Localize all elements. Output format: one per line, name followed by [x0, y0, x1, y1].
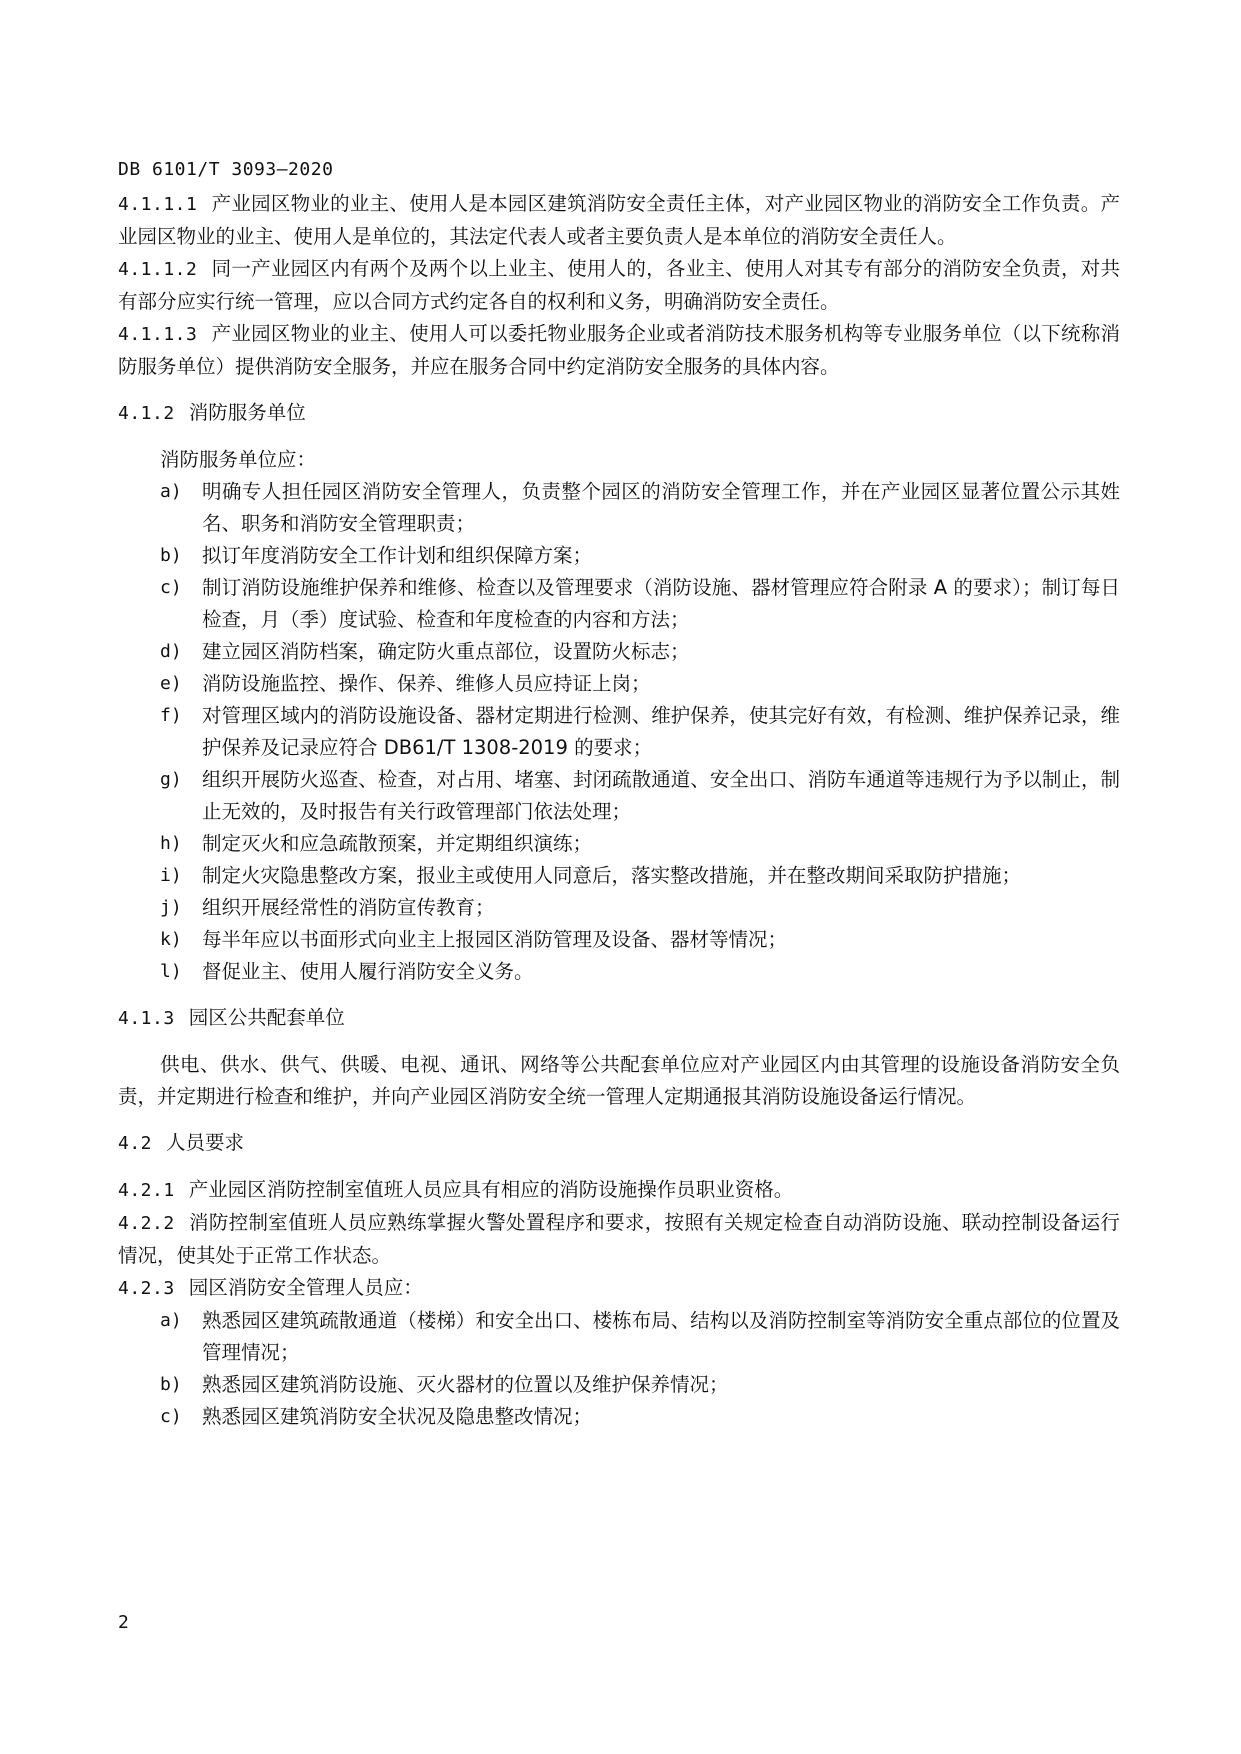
- clause-text: 消防控制室值班人员应熟练掌握火警处置程序和要求，按照有关规定检查自动消防设施、联动控制设备运行情况，使其处于正常工作状态。: [118, 1211, 1120, 1267]
- clause-4-1-1-2: [118, 253, 1120, 318]
- list-item: [118, 572, 1120, 636]
- section-title: 园区公共配套单位: [188, 1006, 345, 1029]
- list-item: [118, 1401, 1120, 1433]
- list-item-letter: d): [160, 641, 182, 662]
- list-item-letter: b): [160, 1374, 182, 1395]
- clause-4-2-1: [118, 1174, 1120, 1207]
- list-item: [118, 1305, 1120, 1369]
- list-item-text: 对管理区域内的消防设施设备、器材定期进行检测、维护保养，使其完好有效，有检测、维护保养记录，维护保养及记录应符合 DB61/T 1308-2019 的要求；: [202, 704, 1120, 759]
- list-item-text: 熟悉园区建筑消防安全状况及隐患整改情况；: [202, 1405, 593, 1428]
- clause-number: 4.2.2: [118, 1213, 175, 1234]
- section-intro: 消防服务单位应：: [160, 448, 317, 471]
- section-title: 人员要求: [166, 1131, 245, 1154]
- list-item-letter: h): [160, 833, 182, 854]
- list-item: [118, 540, 1120, 572]
- document-code: DB 6101/T 3093—2020: [118, 159, 334, 180]
- clause-text: 同一产业园区内有两个及两个以上业主、使用人的，各业主、使用人对其专有部分的消防安全负责，对共有部分应实行统一管理，应以合同方式约定各自的权利和义务，明确消防安全责任。: [118, 257, 1120, 313]
- list-item: [118, 636, 1120, 668]
- list-item-text: 组织开展经常性的消防宣传教育；: [202, 896, 495, 919]
- clause-text: 园区消防安全管理人员应：: [188, 1276, 423, 1299]
- list-item-letter: g): [160, 769, 182, 790]
- section-heading-4-1-3: [118, 1002, 1120, 1035]
- clause-4-1-1-3: [118, 318, 1120, 383]
- list-item-text: 消防设施监控、操作、保养、维修人员应持证上岗；: [202, 672, 651, 695]
- list-item-text: 督促业主、使用人履行消防安全义务。: [202, 960, 534, 983]
- list-item-letter: f): [160, 705, 182, 726]
- list-item-letter: i): [160, 865, 182, 886]
- clause-number: 4.1.1.1: [118, 194, 198, 215]
- clause-number: 4.1.1.2: [118, 259, 198, 280]
- requirement-list-4-2-3: [118, 1305, 1120, 1433]
- list-item-letter: e): [160, 673, 182, 694]
- clause-4-2-2: [118, 1207, 1120, 1272]
- list-item: [118, 828, 1120, 860]
- section-heading-4-1-2: [118, 397, 1120, 430]
- list-item-letter: a): [160, 1310, 182, 1331]
- clause-4-2-3: [118, 1272, 1120, 1305]
- requirement-list-4-1-2: [118, 476, 1120, 988]
- list-item-text: 组织开展防火巡查、检查，对占用、堵塞、封闭疏散通道、安全出口、消防车通道等违规行为予以制止，制止无效的，及时报告有关行政管理部门依法处理；: [202, 768, 1120, 823]
- list-item: [118, 700, 1120, 764]
- list-item-letter: k): [160, 929, 182, 950]
- page-number: 2: [118, 1612, 129, 1633]
- list-item: [118, 764, 1120, 828]
- clause-number: 4.2.1: [118, 1180, 175, 1201]
- list-item: [118, 892, 1120, 924]
- clause-text: 产业园区物业的业主、使用人是本园区建筑消防安全责任主体，对产业园区物业的消防安全工作负责。产业园区物业的业主、使用人是单位的，其法定代表人或者主要负责人是本单位的消防安全责任人。: [118, 192, 1120, 248]
- list-item-letter: c): [160, 577, 182, 598]
- list-item-text: 建立园区消防档案，确定防火重点部位，设置防火标志；: [202, 640, 690, 663]
- list-item-text: 熟悉园区建筑疏散通道（楼梯）和安全出口、楼栋布局、结构以及消防控制室等消防安全重点部位的位置及管理情况；: [202, 1309, 1120, 1364]
- clause-number: 4.1.1.3: [118, 324, 198, 345]
- section-number: 4.2: [118, 1133, 153, 1154]
- list-item: [118, 956, 1120, 988]
- clause-text: 产业园区消防控制室值班人员应具有相应的消防设施操作员职业资格。: [188, 1178, 794, 1201]
- section-paragraph: 供电、供水、供气、供暖、电视、通讯、网络等公共配套单位应对产业园区内由其管理的设施设备消防安全负责，并定期进行检查和维护，并向产业园区消防安全统一管理人定期通报其消防设施设备运行情况。: [118, 1053, 1120, 1108]
- list-item-text: 熟悉园区建筑消防设施、灭火器材的位置以及维护保养情况；: [202, 1373, 729, 1396]
- list-item: [118, 924, 1120, 956]
- list-item-text: 制定火灾隐患整改方案，报业主或使用人同意后，落实整改措施，并在整改期间采取防护措施；: [202, 864, 1022, 887]
- section-number: 4.1.3: [118, 1008, 175, 1029]
- list-item-letter: j): [160, 897, 182, 918]
- list-item-text: 拟订年度消防安全工作计划和组织保障方案；: [202, 544, 593, 567]
- list-item-letter: c): [160, 1406, 182, 1427]
- clause-text: 产业园区物业的业主、使用人可以委托物业服务企业或者消防技术服务机构等专业服务单位（以下统称消防服务单位）提供消防安全服务，并应在服务合同中约定消防安全服务的具体内容。: [118, 322, 1120, 378]
- list-item-letter: a): [160, 481, 182, 502]
- clause-number: 4.2.3: [118, 1278, 175, 1299]
- section-heading-4-2: [118, 1127, 1120, 1160]
- list-item-text: 制订消防设施维护保养和维修、检查以及管理要求（消防设施、器材管理应符合附录 A 的要求）；制订每日检查，月（季）度试验、检查和年度检查的内容和方法；: [202, 576, 1120, 631]
- list-item-letter: b): [160, 545, 182, 566]
- list-item: [118, 668, 1120, 700]
- list-item: [118, 860, 1120, 892]
- list-item-text: 每半年应以书面形式向业主上报园区消防管理及设备、器材等情况；: [202, 928, 788, 951]
- section-number: 4.1.2: [118, 403, 175, 424]
- list-item: [118, 476, 1120, 540]
- list-item: [118, 1369, 1120, 1401]
- clause-4-1-1-1: [118, 188, 1120, 253]
- list-item-text: 明确专人担任园区消防安全管理人，负责整个园区的消防安全管理工作，并在产业园区显著位置公示其姓名、职务和消防安全管理职责；: [202, 480, 1120, 535]
- list-item-letter: l): [160, 961, 182, 982]
- section-title: 消防服务单位: [188, 401, 306, 424]
- list-item-text: 制定灭火和应急疏散预案，并定期组织演练；: [202, 832, 593, 855]
- document-body: [118, 188, 1120, 1433]
